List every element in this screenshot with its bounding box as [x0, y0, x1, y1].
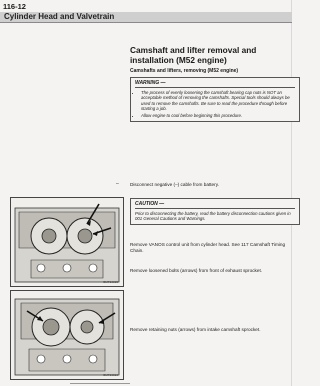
step-disconnect-battery — [116, 181, 290, 188]
step-remove-vanos — [130, 242, 290, 253]
header-title: Cylinder Head and Valvetrain — [4, 12, 115, 21]
caution-box — [130, 198, 300, 225]
step-remove-exhaust-bolts — [130, 268, 290, 274]
warning-title: WARNING — — [135, 80, 295, 88]
step-text: Remove VANOS control unit from cylinder head. See 117 Camshaft Timing Chain. — [130, 242, 286, 253]
dash-marker: – — [116, 181, 119, 187]
step-text: Remove retaining nuts (arrows) from intake camshaft sprocket. — [130, 327, 261, 332]
exhaust-sprocket-illustration — [10, 197, 124, 287]
engine-illustration — [11, 291, 123, 379]
intake-sprocket-illustration — [10, 290, 124, 380]
section-subtitle: Camshafts and lifters, removing (M52 engine) — [130, 68, 239, 74]
step-text: Disconnect negative (–) cable from battery. — [130, 182, 220, 187]
step-remove-intake-nuts — [130, 327, 290, 333]
figure-code: BMF16015 — [103, 280, 118, 284]
warning-item: • Allow engine to cool before beginning this procedure. — [141, 113, 295, 118]
engine-illustration — [11, 198, 123, 286]
step-text: Remove loosened bolts (arrows) from front of exhaust sprocket. — [130, 268, 263, 273]
warning-item: • The process of evenly loosening the camshaft bearing cap nuts is NOT an acceptable method of removing the camshafts. Special tools should always be used to remove the camshafts. Be sure to read the procedure through before starting a job. — [141, 90, 295, 112]
caution-text: Prior to disconnecting the battery, read the battery disconnection cautions given in 001 General Cautions and Warnings. — [135, 211, 291, 222]
section-title: Camshaft and lifter removal and installation (M52 engine) — [130, 45, 257, 65]
caution-title: CAUTION — — [135, 201, 295, 209]
page-footer-rule — [70, 383, 130, 384]
figure-code: BMF16016 — [103, 373, 118, 377]
warning-box — [130, 77, 300, 122]
page-number: 116-12 — [3, 2, 26, 11]
warning-list — [135, 90, 295, 118]
